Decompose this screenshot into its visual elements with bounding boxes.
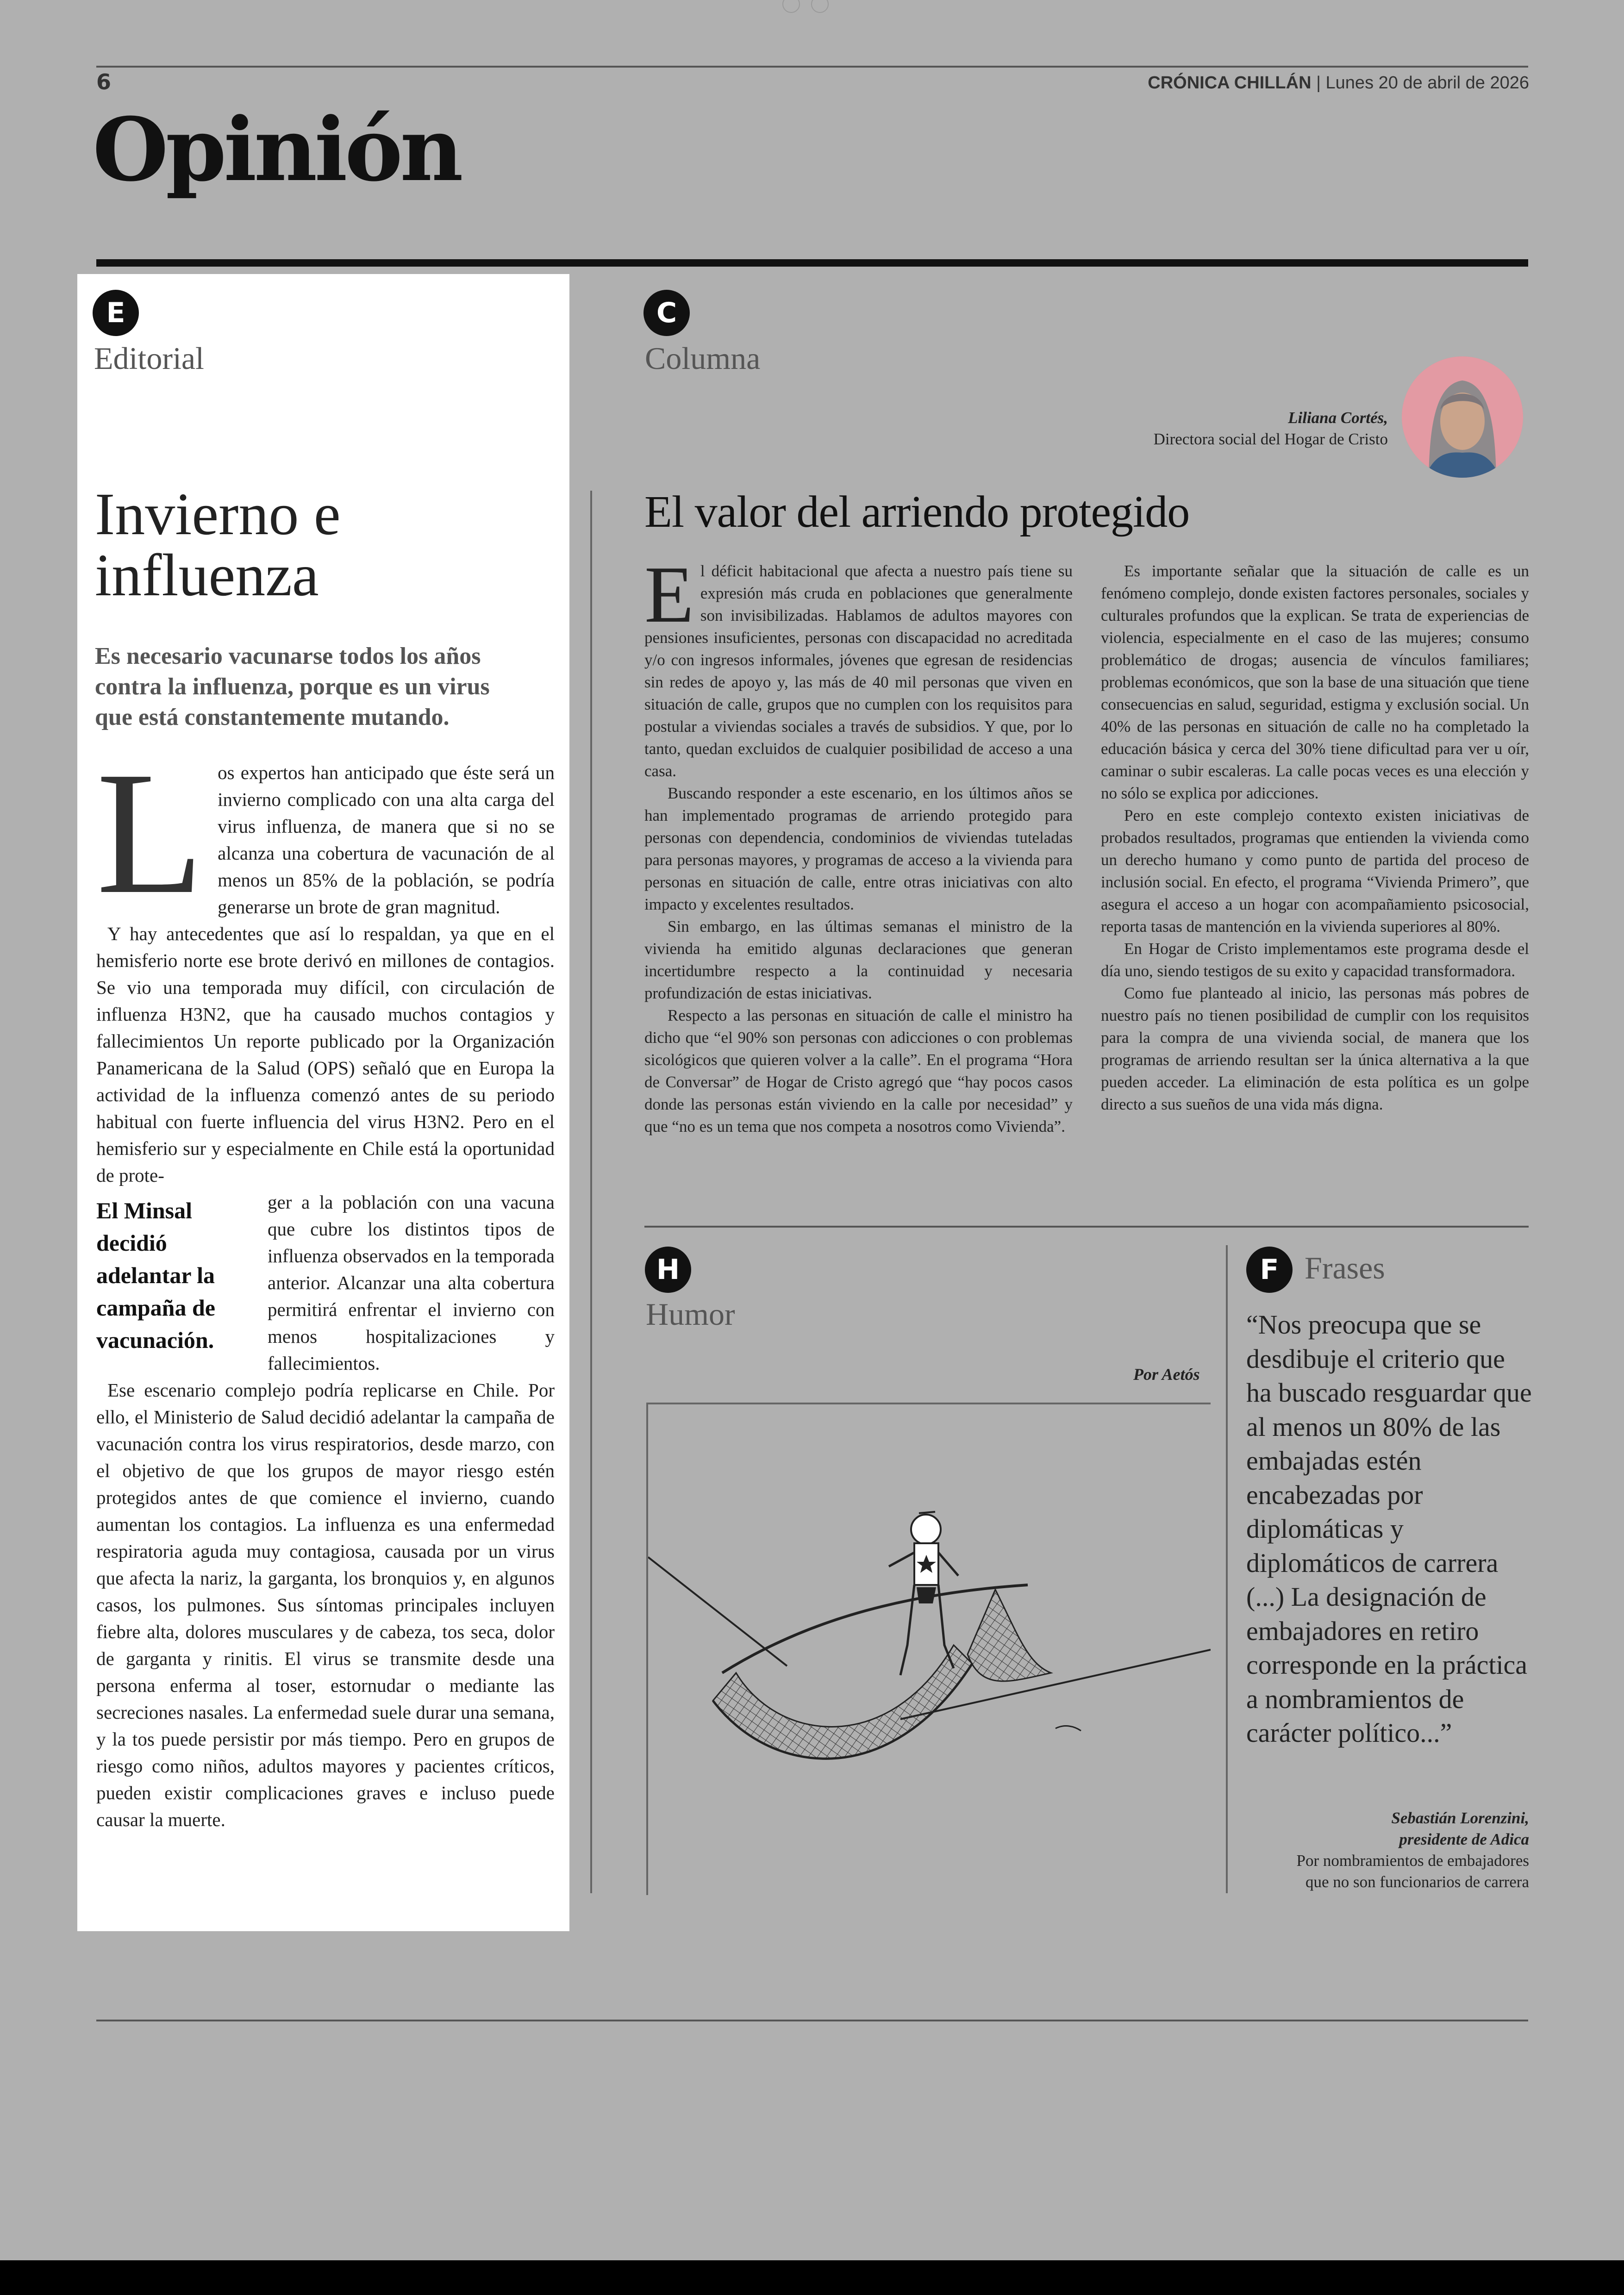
editorial-title: Invierno e influenza	[95, 481, 341, 609]
frases-label: Frases	[1305, 1250, 1385, 1285]
tightrope-cartoon-image	[648, 1404, 1211, 1895]
page-number: 6	[96, 69, 112, 94]
page-nav-controls[interactable]	[782, 0, 843, 13]
columna-paragraph-5: Es importante señalar que la situación de calle es un fenómeno complejo, donde existen factores personales, sociales y culturales profundos que la explican. Se trata de experiencias de violencia, especialmente en el caso de las mujeres; consumo problemático de drogas; ausencia de vínculos familiares; problemas económicos, que son la base de una situación que tiene consecuencias en salud, seguridad, estigma y exclusión social. Un 40% de las personas en situación de calle no ha completado la educación básica y cerca del 30% tiene dificultad para ver u oír, caminar o subir escaleras. La calle pocas veces es una elección y no sólo se explica por adicciones.	[1101, 562, 1529, 802]
masthead	[1148, 73, 1529, 93]
columna-paragraph-7: En Hogar de Cristo implementamos este programa desde el día uno, siendo testigos de su exito y capacidad transformadora.	[1101, 940, 1529, 980]
columna-author-name: Liliana Cortés,	[1288, 409, 1388, 427]
page-bottom-rule	[96, 2020, 1528, 2021]
columna-bottom-rule	[644, 1226, 1529, 1228]
columna-badge-icon: C	[643, 290, 690, 336]
editorial-paragraph-2a: Y hay antecedentes que así lo respaldan, ya que en el hemisferio norte ese brote derivó en millones de contagios. Se vio una temporada muy difícil, con circulación de influenza H3N2, que ha causado muchos contagios y fallecimientos Un reporte publicado por la Organización Panamericana de la Salud (OPS) señaló que en Europa la actividad de la influenza comenzó antes de su periodo habitual con fuerte influencia del virus H3N2. Pero en el hemisferio sur y especialmente en Chile está la oportunidad de prote-	[96, 923, 555, 1186]
prev-page-icon[interactable]	[782, 0, 800, 13]
editorial-label: Editorial	[94, 341, 204, 376]
frases-badge-icon: F	[1246, 1247, 1293, 1293]
author-portrait-icon	[1402, 356, 1523, 478]
columna-label: Columna	[645, 341, 761, 376]
editorial-paragraph-2b: ger a la población con una vacuna que cubre los distintos tipos de influenza observados en la temporada anterior. Alcanzar una alta cobertura permitirá enfrentar el invierno con menos hospitalizaciones y fallecimientos.	[268, 1191, 555, 1374]
columna-author	[1154, 407, 1388, 450]
frases-signature	[1296, 1808, 1529, 1893]
masthead-separator: |	[1316, 73, 1321, 93]
editorial-pullquote: El Minsal decidió adelantar la campaña de vacunación.	[96, 1197, 215, 1353]
columna-title: El valor del arriendo protegido	[644, 487, 1190, 537]
publication-name: CRÓNICA CHILLÁN	[1148, 73, 1312, 93]
columna-paragraph-1: l déficit habitacional que afecta a nuestro país tiene su expresión más cruda en poblaciones que generalmente son invisibilizadas. Hablamos de adultos mayores con pensiones insuficientes, personas con discapacidad no acreditada y/o con ingresos informales, jóvenes que egresan de residencias sin redes de apoyo y, las más de 40 mil personas que viven en situación de calle, grupos que no cumplen con los requisitos para postular a viviendas sociales a través de subsidios. Y que, por lo tanto, quedan excluidos de cualquier posibilidad de acceso a una casa.	[644, 562, 1073, 780]
frases-context-line2: que no son funcionarios de carrera	[1305, 1873, 1529, 1891]
issue-date: Lunes 20 de abril de 2026	[1325, 73, 1529, 93]
section-title: Opinión	[93, 99, 461, 201]
column-divider	[590, 491, 592, 1893]
columna-paragraph-6: Pero en este complejo contexto existen iniciativas de probados resultados, programas que entienden la vivienda como un derecho humano y como punto de partida del proceso de inclusión social. En efecto, el programa “Vivienda Primero”, que asegura el acceso a un hogar con acompañamiento psicosocial, reporta tasas de mantención en la vivienda superiores al 80%.	[1101, 806, 1529, 935]
columna-dropcap: E	[644, 549, 694, 639]
frases-context-line1: Por nombramientos de embajadores	[1296, 1852, 1529, 1870]
columna-paragraph-4: Respecto a las personas en situación de calle el ministro ha dicho que “el 90% son personas con adicciones o con problemas sicológicos que quieren volver a la calle”. En el programa “Hora de Conversar” de Hogar de Cristo agregó que “hay pocos casos donde las personas están viviendo en la calle por necesidad” y que “no es un tema que nos competa a nosotros como Vivienda”.	[644, 1006, 1073, 1135]
frases-author-role: presidente de Adica	[1399, 1830, 1529, 1848]
frases-author: Sebastián Lorenzini,	[1391, 1809, 1529, 1827]
header-top-rule	[96, 66, 1528, 68]
columna-author-role: Directora social del Hogar de Cristo	[1153, 430, 1388, 448]
editorial-paragraph-3: Ese escenario complejo podría replicarse en Chile. Por ello, el Ministerio de Salud decidió adelantar la campaña de vacunación contra los virus respiratorios, desde marzo, con el objetivo de que los grupos de mayor riesgo estén protegidos antes de que comience el invierno, cuando aumentan los contagios. La influenza es una enfermedad respiratoria aguda muy contagiosa, causada por un virus que afecta la nariz, la garganta, los bronquios y, en algunos casos, los pulmones. Sus síntomas principales incluyen fiebre alta, dolores musculares y de cabeza, tos seca, dolor de garganta y rinitis. El virus se transmite desde una persona enferma al toser, estornudar o mediante las secreciones nasales. La enfermedad suele durar una semana, y la tos puede persistir por más tiempo. Pero en grupos de riesgo como niños, adultos mayores y pacientes críticos, pueden existir complicaciones graves e incluso puede causar la muerte.	[96, 1379, 555, 1830]
humor-badge-icon: H	[645, 1247, 691, 1293]
bottom-bar	[0, 2260, 1624, 2295]
editorial-badge-icon: E	[93, 290, 139, 336]
cartoon-frame	[646, 1403, 1211, 1895]
columna-left-column	[644, 549, 1073, 1138]
columna-paragraph-2: Buscando responder a este escenario, en los últimos años se han implementado programas de arriendo protegido para personas con dependencia, condominios de viviendas tuteladas para personas mayores, y programas de acceso a la vivienda para personas en situación de calle, entre otras iniciativas con alto impacto y excelentes resultados.	[644, 784, 1073, 913]
section-rule	[96, 259, 1528, 267]
author-avatar	[1402, 356, 1523, 478]
editorial-lead: Es necesario vacunarse todos los años contra la influenza, porque es un virus que está constantemente mutando.	[95, 643, 490, 730]
humor-frases-divider	[1226, 1245, 1228, 1893]
humor-byline: Por Aetós	[1133, 1365, 1200, 1384]
columna-paragraph-3: Sin embargo, en las últimas semanas el ministro de la vivienda ha emitido algunas declaraciones que generan incertidumbre respecto a la continuidad y necesaria profundización de estas iniciativas.	[644, 917, 1073, 1002]
editorial-body	[96, 736, 555, 1833]
editorial-paragraph-1: os expertos han anticipado que éste será un invierno complicado con una alta carga del virus influenza, de manera que si no se alcanza una cobertura de vacunación de al menos un 85% de la población, se podría generarse un brote de gran magnitud.	[218, 762, 555, 917]
humor-label: Humor	[646, 1297, 735, 1332]
frases-quote: “Nos preocupa que se desdibuje el criterio que ha buscado resguardar que al menos un 80% de las embajadas estén encabezadas por diplomáticas y diplomáticos de carrera (...) La designación de embajadores en retiro corresponde en la práctica a nombramientos de carácter político...”	[1246, 1310, 1532, 1748]
columna-right-column	[1101, 560, 1529, 1116]
next-page-icon[interactable]	[811, 0, 829, 13]
editorial-dropcap: L	[96, 736, 204, 930]
columna-paragraph-8: Como fue planteado al inicio, las personas más pobres de nuestro país no tienen posibilidad de cumplir con los requisitos para la compra de una vivienda social, de manera que los programas de arriendo resultan ser la única alternativa a la que pueden acceder. La eliminación de esta política es un golpe directo a sus sueños de una vida más digna.	[1101, 984, 1529, 1113]
